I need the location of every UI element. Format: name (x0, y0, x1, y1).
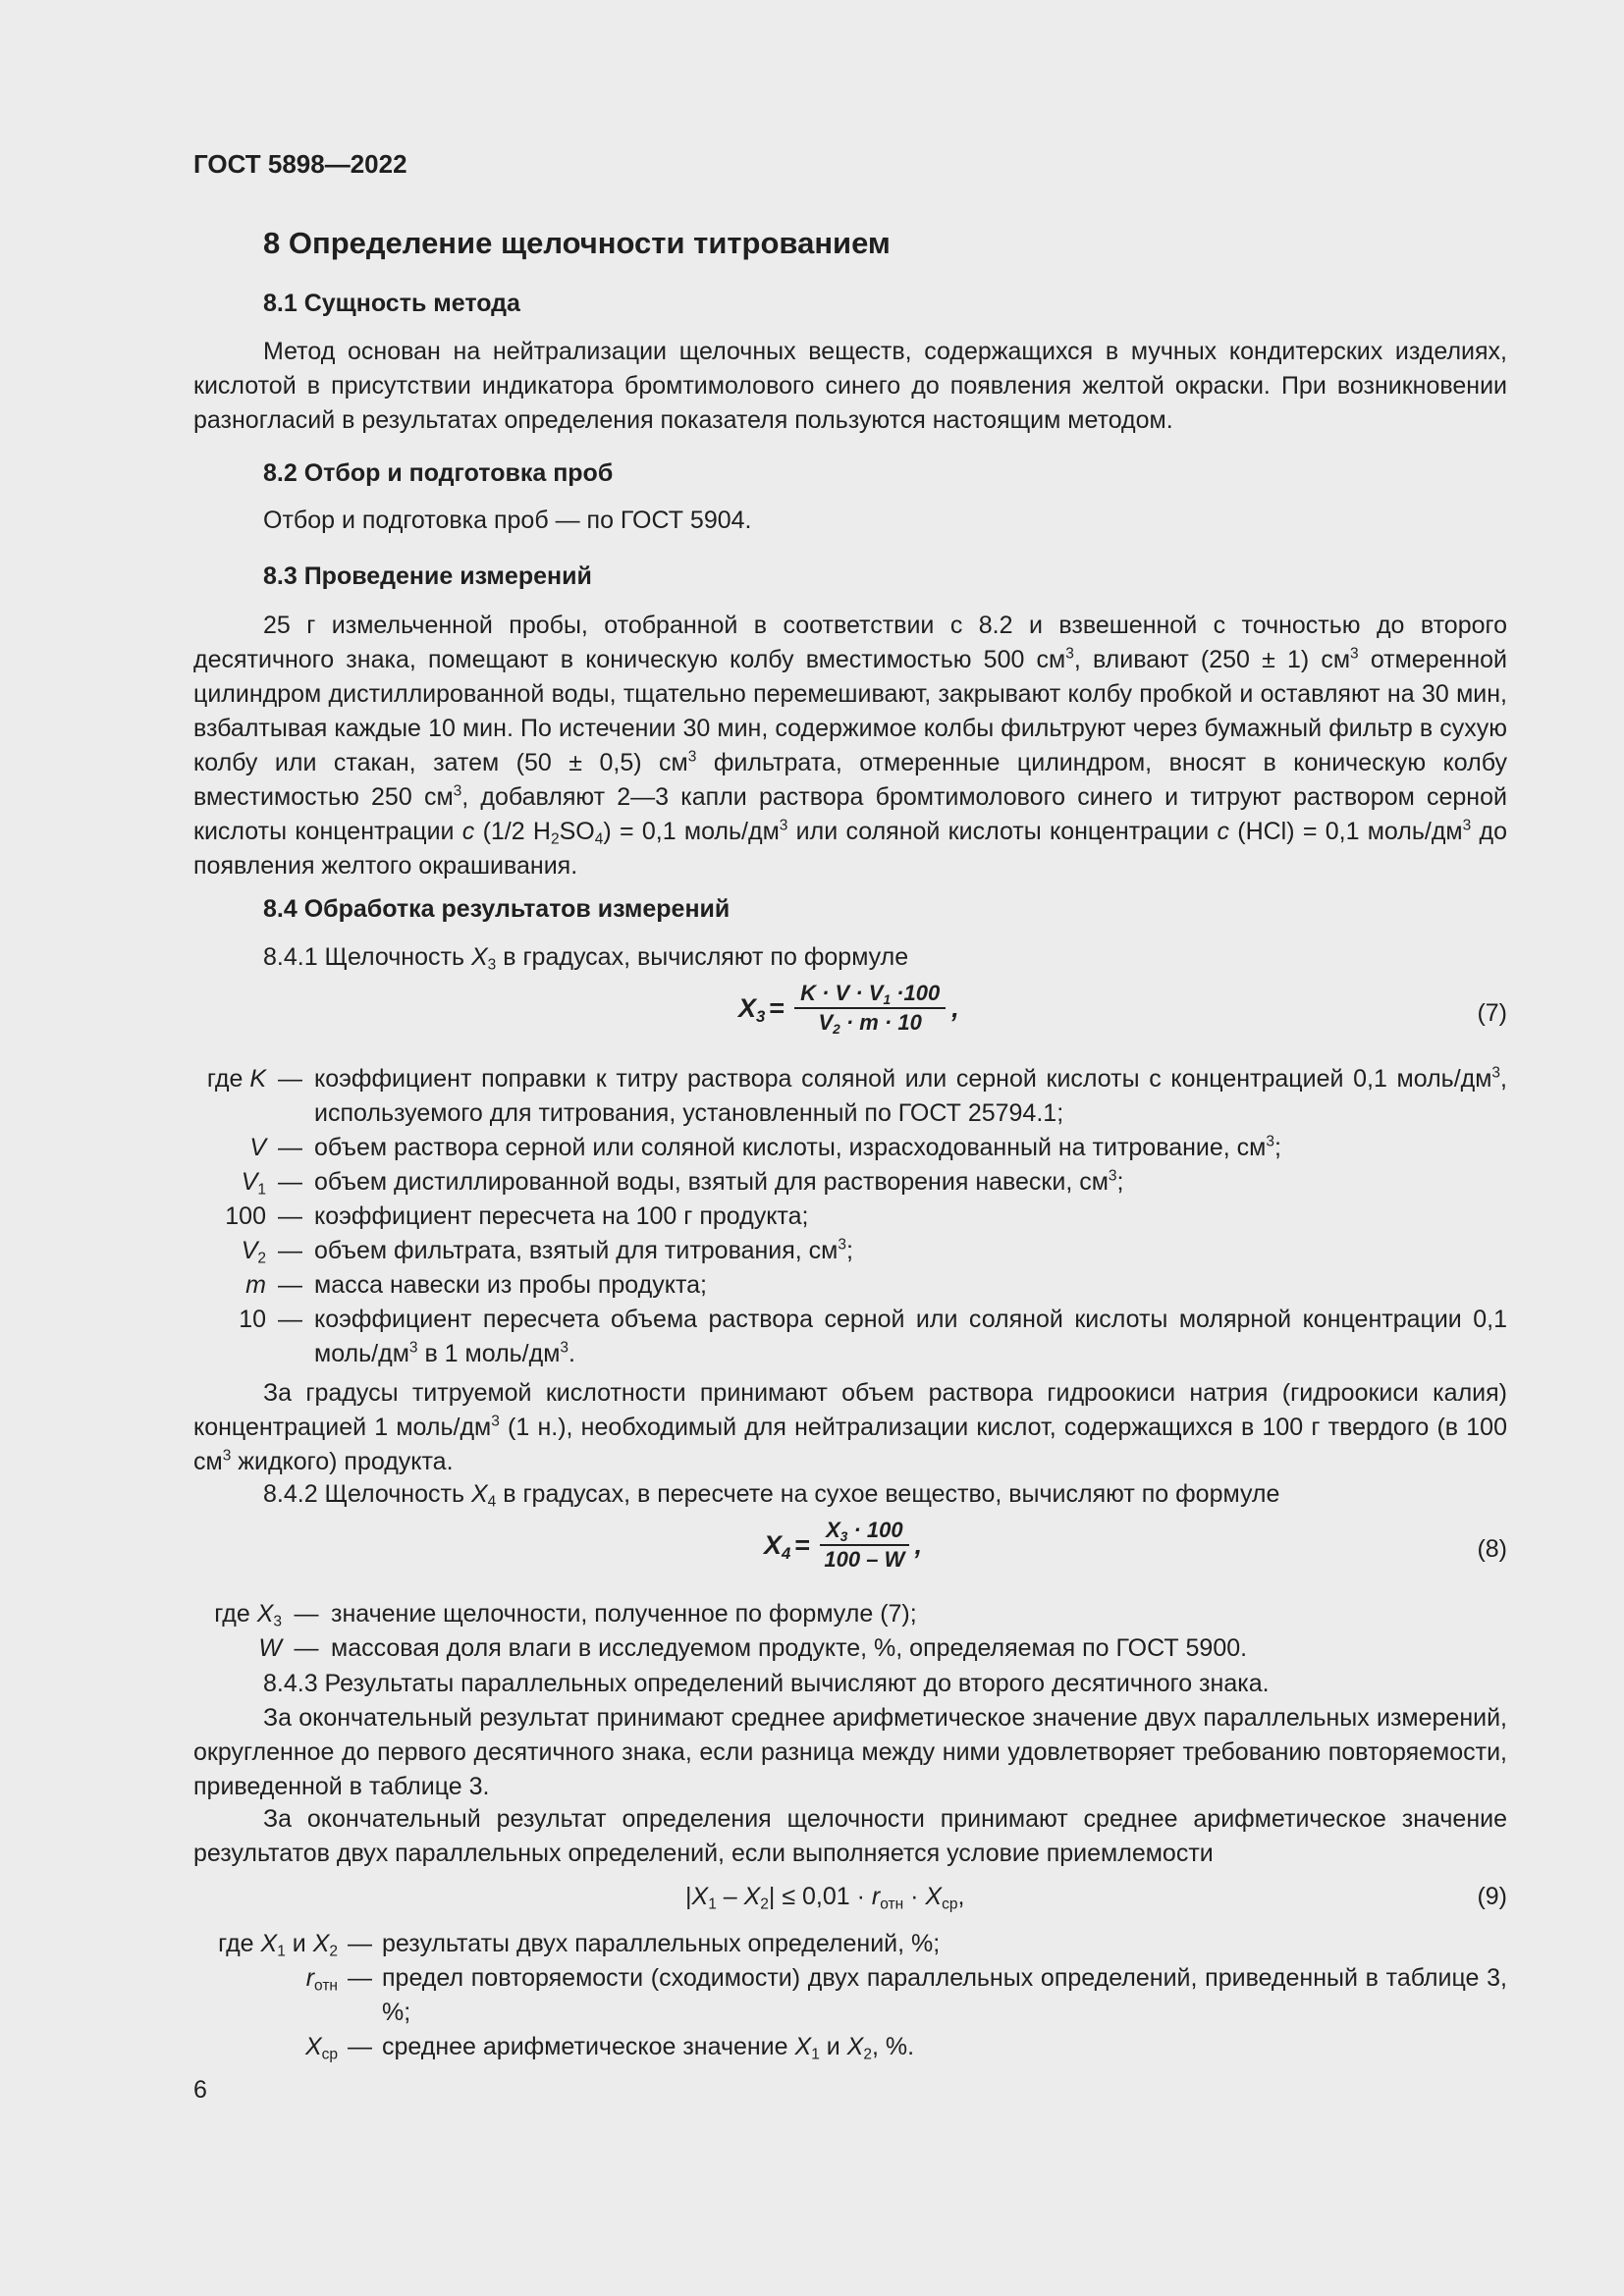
page-number: 6 (193, 2076, 207, 2104)
definition-V: V — объем раствора серной или соляной кислоты, израсходованный на титрование, $см^3$; (249, 1133, 1281, 1161)
subsection-8-4-title: 8.4 Обработка результатов измерений (263, 895, 731, 923)
formula-8: $X_4$ = $\frac{X_3 \cdot 100}{100 - W}$ , (764, 1518, 923, 1572)
paragraph-8-4-1: 8.4.1 Щелочность $X_3$ в градусах, вычисляют по формуле (263, 943, 909, 974)
paragraph-8-2: Отбор и подготовка проб — по ГОСТ 5904. (263, 507, 752, 534)
paragraph-8-1: Метод основан на нейтрализации щелочных веществ, содержащихся в мучных кондитерских изделиях, кислотой в присутствии индикатора бромтимолового синего до появления желтой окраски. При возникновении разногласий в результатах определения показателя пользуются настоящим методом. (193, 338, 1507, 434)
definition-X3: где $X_3$ — значение щелочности, полученное по формуле (7); (214, 1600, 917, 1630)
definition-V1: $V_1$ — объем дистиллированной воды, взятый для растворения навески, $см^3$; (241, 1167, 1124, 1199)
definition-V2: $V_2$ — объем фильтрата, взятый для титрования, $см^3$; (241, 1236, 853, 1267)
equation-number-8: (8) (1477, 1535, 1507, 1563)
paragraph-degrees: За градусы титруемой кислотности принимают объем раствора гидроокиси натрия (гидроокиси калия) концентрацией 1 моль/$дм^3$ (1 н.), необходимый для нейтрализации кислот, содержащихся в 100 г твердого (в 100 $см^3$ жидкого) продукта. (193, 1379, 1507, 1475)
equation-number-7: (7) (1477, 999, 1507, 1027)
definitions-formula-7 (193, 1062, 1507, 1371)
definitions-formula-9 (193, 1927, 1507, 2064)
definition-r-otn: $r_{отн}$ — предел повторяемости (сходимости) двух параллельных определений, приведенный в таблице 3, %; (305, 1964, 1507, 2026)
definition-10: 10 — коэффициент пересчета объема раствора серной или соляной кислоты молярной концентрации 0,1 моль/$дм^3$ в 1 моль/$дм^3$. (239, 1306, 1507, 1367)
section-title: 8 Определение щелочности титрованием (263, 226, 891, 260)
definition-K: где K — коэффициент поправки к титру раствора соляной или серной кислоты с концентрацией 0,1 моль/$дм^3$, используемого для титрования, установленный по ГОСТ 25794.1; (206, 1064, 1507, 1127)
definitions-formula-8 (193, 1597, 1507, 1666)
subsection-8-2-title: 8.2 Отбор и подготовка проб (263, 459, 614, 487)
formula-9: $|X_1 - X_2| \le 0,01 \cdot r_{отн} \cdot X_{ср}$, (685, 1883, 965, 1913)
subsection-8-1-title: 8.1 Сущность метода (263, 290, 520, 317)
equation-number-9: (9) (1477, 1883, 1507, 1910)
paragraph-8-4-3: 8.4.3 Результаты параллельных определений вычисляют до второго десятичного знака. (263, 1670, 1270, 1697)
formula-7: $X_3$ = $\frac{K \cdot V \cdot V_1 \cdot 100}{V_2 \cdot m \cdot 10}$ , (738, 981, 959, 1038)
definition-m: m — масса навески из пробы продукта; (245, 1271, 707, 1299)
paragraph-8-4-2: 8.4.2 Щелочность $X_4$ в градусах, в пересчете на сухое вещество, вычисляют по формуле (263, 1480, 1280, 1511)
paragraph-8-3: 25 г измельченной пробы, отобранной в соответствии с 8.2 и взвешенной с точностью до второго десятичного знака, помещают в коническую колбу вместимостью 500 $см^3$, вливают (250 ± 1) $см^3$ отмеренной цилиндром дистиллированной воды, тщательно перемешивают, закрывают колбу пробкой и оставляют на 30 мин, взбалтывая каждые 10 мин. По истечении 30 мин, содержимое колбы фильтруют через бумажный фильтр в сухую колбу или стакан, затем (50 ± 0,5) $см^3$ фильтрата, отмеренные цилиндром, вносят в коническую колбу вместимостью 250 $см^3$, добавляют 2—3 капли раствора бромтимолового синего и титруют раствором серной кислоты концентрации c (1/2 $H_2SO_4) = 0,1$ моль/$дм^3$ или соляной кислоты концентрации c (HCl) = 0,1 моль/$дм^3$ до появления желтого окрашивания. (193, 612, 1508, 880)
paragraph-final-1: За окончательный результат принимают среднее арифметическое значение двух параллельных измерений, округленное до первого десятичного знака, если разница между ними удовлетворяет требованию повторяемости, приведенной в таблице 3. (193, 1704, 1507, 1800)
definition-X-sr: $X_{ср}$ — среднее арифметическое значение $X_1$ и $X_2$, %. (304, 2033, 915, 2063)
subsection-8-3-title: 8.3 Проведение измерений (263, 562, 592, 590)
document-header: ГОСТ 5898—2022 (193, 149, 407, 179)
definition-100: 100 — коэффициент пересчета на 100 г продукта; (225, 1202, 809, 1230)
definition-W: W — массовая доля влаги в исследуемом продукте, %, определяемая по ГОСТ 5900. (258, 1634, 1248, 1662)
paragraph-final-2: За окончательный результат определения щелочности принимают среднее арифметическое значение результатов двух параллельных определений, если выполняется условие приемлемости (193, 1805, 1507, 1867)
definition-X1-X2: где $X_1$ и $X_2$ — результаты двух параллельных определений, %; (218, 1930, 941, 1960)
